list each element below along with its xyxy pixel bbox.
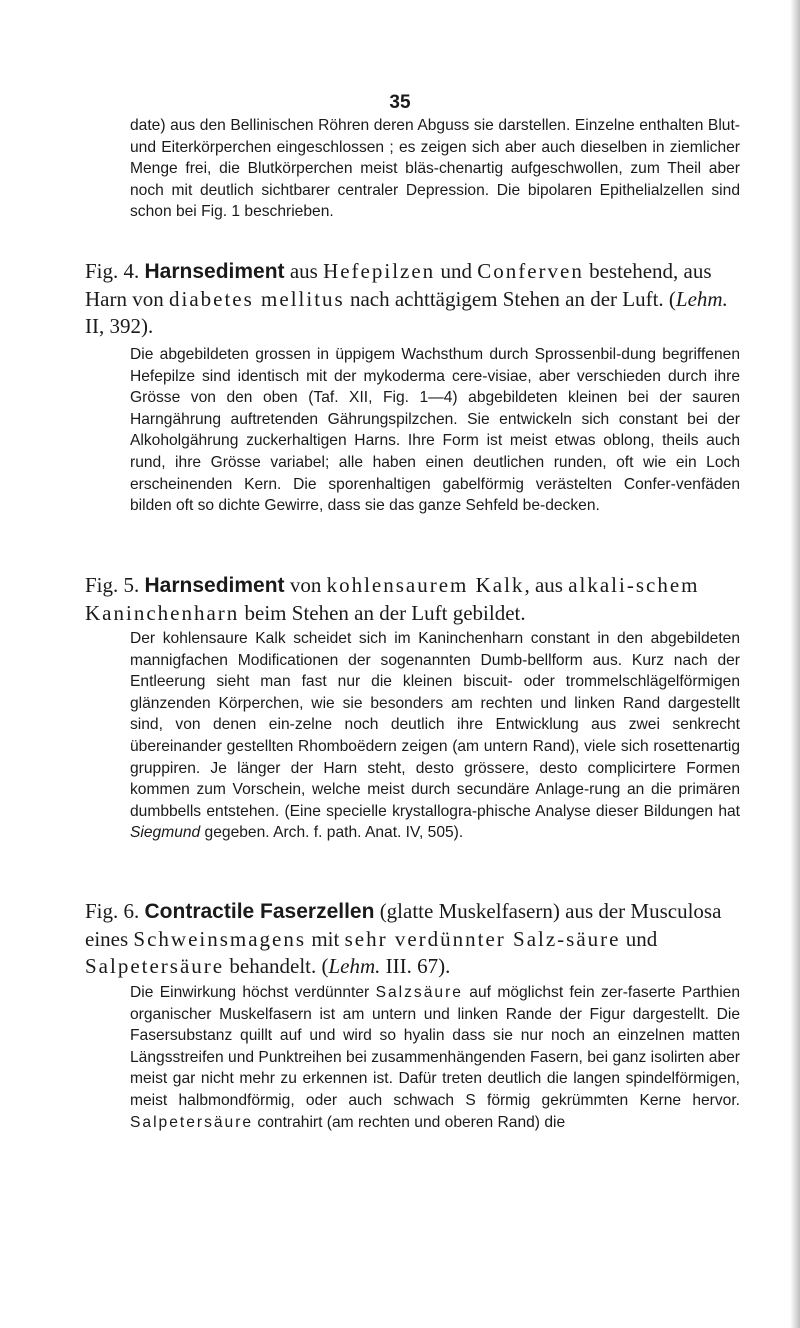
fig4-diabetes: diabetes mellitus bbox=[168, 286, 345, 311]
fig5-body bbox=[130, 628, 740, 844]
fig4-title: Harnsediment bbox=[144, 260, 285, 283]
fig4-hefepilzen: Hefepilzen bbox=[323, 259, 436, 283]
fig4-text-3: und bbox=[435, 259, 478, 283]
fig6-schweinsmagens: Schweinsmagens bbox=[133, 926, 307, 951]
fig5-text-3: , aus bbox=[524, 573, 569, 597]
page-edge-shadow bbox=[790, 0, 800, 1328]
fig6-body-salzsaeure: Salzsäure bbox=[375, 984, 463, 1001]
fig6-body-b: auf möglichst fein zer-faserte Parthien organischer Muskelfasern ist am untern und linken Rande der Figur dargestellt. Die Fasersubstanz quillt auf und wird so hyalin dass sie nur noch an einzelnen matten Längsstreifen und Punktreihen bei zusammenhängenden Fasern, bei ganz isolirten aber meist gar nicht mehr zu erkennen ist. Dafür treten deutlich die langen spindelförmigen, meist halbmondförmig, oder auch schwach S förmig gekrümmten Kerne hervor. bbox=[130, 984, 741, 1109]
fig6-ref: III. 67). bbox=[380, 954, 451, 978]
fig4-text-7: nach achttägigem Stehen an der Luft. ( bbox=[344, 286, 676, 311]
fig6-label: Fig. 6. bbox=[85, 899, 140, 923]
fig6-salzsaeure: sehr verdünnter Salz-säure bbox=[344, 926, 621, 951]
fig6-salpetersaeure: Salpetersäure bbox=[85, 954, 225, 978]
fig4-text-5: bestehend, aus Harn von bbox=[85, 259, 712, 311]
fig6-body-a: Die Einwirkung höchst verdünnter bbox=[130, 984, 376, 1001]
fig5-body-author: Siegmund bbox=[130, 824, 201, 842]
fig6-text-5: und bbox=[620, 926, 658, 951]
fig5-kaninchenharn: alkali-schem Kaninchenharn bbox=[85, 573, 700, 625]
fig5-label: Fig. 5. bbox=[85, 573, 140, 597]
fig5-heading bbox=[85, 572, 745, 627]
fig5-text-1: von bbox=[284, 573, 327, 597]
fig4-conferven: Conferven bbox=[477, 259, 584, 283]
fig4-ref-author: Lehm. bbox=[675, 286, 728, 311]
fig6-body-salpetersaeure: Salpetersäure bbox=[130, 1113, 254, 1131]
fig5-text-5: beim Stehen an der Luft gebildet. bbox=[239, 600, 526, 625]
fig6-body-c: contrahirt (am rechten und oberen Rand) die bbox=[253, 1113, 566, 1131]
intro-paragraph: date) aus den Bellinischen Röhren deren Abguss sie darstellen. Einzelne enthalten Blut- und Eiterkörperchen eingeschlossen ; es zeigen sich aber auch dieselben in ziemlicher Menge frei, die Blutkörperchen meist bläs-chenartig aufgeschwollen, zum Theil aber noch mit deutlich sichtbarer centraler Depression. Die bipolaren Epithelialzellen sind schon bei Fig. 1 beschrieben. bbox=[130, 117, 740, 221]
fig4-text-1: aus bbox=[284, 259, 324, 283]
fig4-ref: II, 392). bbox=[85, 314, 154, 338]
fig5-body-a: Der kohlensaure Kalk scheidet sich im Kaninchenharn constant in den abgebildeten mannigfachen Modificationen der sogenannten Dumb-bellform aus. Kurz nach der Entleerung sieht man fast nur die kleinen biscuit- oder trommelschlägelförmigen glänzenden Körperchen, wie sie besonders am rechten und linken Rand dargestellt sind, von denen ein-zelne noch deutlich ihre Entwicklung aus zwei senkrecht übereinander gestellten Rhomboëdern zeigen (am untern Rand), viele sich rosettenartig gruppiren. Je länger der Harn steht, desto grössere, desto complicirtere Formen kommen zum Vorschein, welche meist durch secundäre Anlage-rung an die primären dumbbells entstehen. (Eine specielle krystallogra-phische Analyse dieser Bildungen hat bbox=[130, 630, 740, 820]
fig5-title: Harnsediment bbox=[144, 574, 285, 597]
fig6-ref-author: Lehm. bbox=[328, 954, 381, 978]
fig4-heading bbox=[85, 258, 745, 341]
fig6-text-1: (glatte Muskelfasern) aus der Musculosa eines bbox=[85, 899, 722, 951]
fig6-title: Contractile Faserzellen bbox=[144, 900, 375, 923]
fig5-body-b: gegeben. Arch. f. path. Anat. IV, 505). bbox=[200, 824, 464, 842]
fig6-heading bbox=[85, 898, 745, 981]
fig5-kalk: kohlensaurem Kalk bbox=[326, 573, 525, 597]
fig4-label: Fig. 4. bbox=[85, 259, 140, 283]
fig4-body: Die abgebildeten grossen in üppigem Wachsthum durch Sprossenbil-dung begriffenen Hefepilze sind identisch mit der mykoderma cere-visiae, aber verschieden durch ihre Grösse von den oben (Taf. XII, Fig. 1—4) abgebildeten kleinen bei der sauren Harngährung auftretenden Gährungspilzchen. Sie entwickeln sich constant bei der Alkoholgährung zuckerhaltigen Harns. Ihre Form ist meist etwas oblong, theils auch rund, ihre Grösse variabel; alle haben einen deutlichen runden, oft wie ein Loch erscheinenden Kern. Die sporenhaltigen gabelförmig verästelten Confer-venfäden bilden oft so dichte Gewirre, dass sie das ganze Sehfeld be-decken. bbox=[130, 346, 740, 515]
fig6-body bbox=[130, 982, 740, 1133]
page-number: 35 bbox=[389, 92, 411, 113]
fig6-text-7: behandelt. ( bbox=[224, 954, 329, 978]
fig6-text-3: mit bbox=[306, 926, 345, 951]
